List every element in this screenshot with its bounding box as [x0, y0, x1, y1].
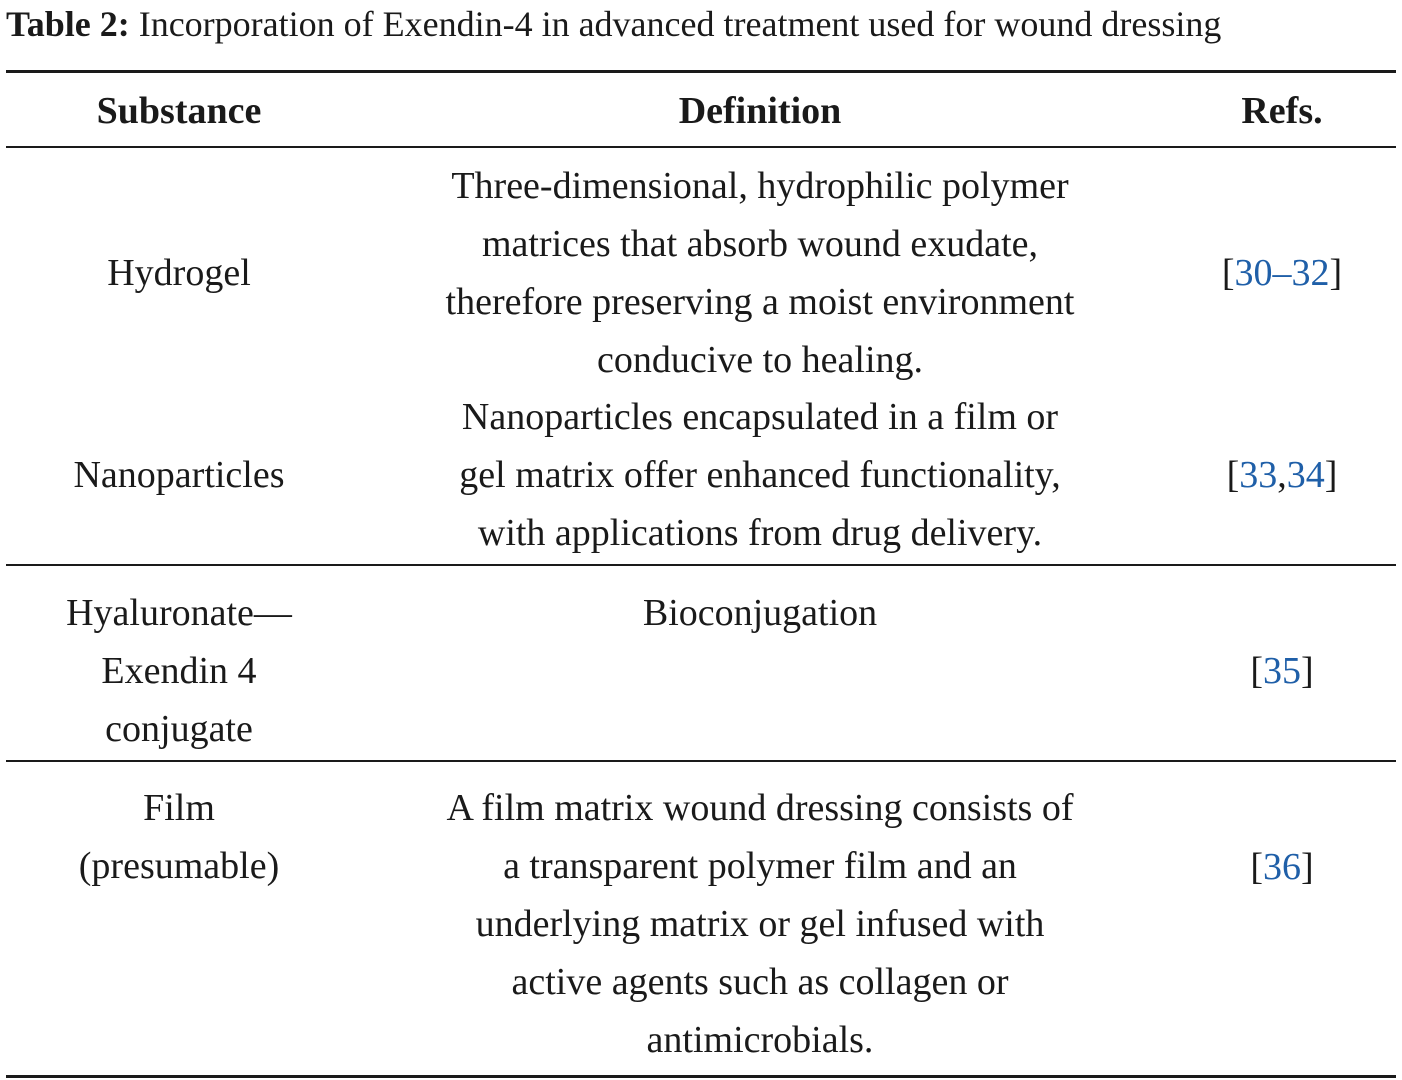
- table-row-nanoparticles-refs: [1168, 446, 1396, 504]
- caption-text: Incorporation of Exendin-4 in advanced treatment used for wound dressing: [129, 4, 1222, 44]
- ref-range-dash: –: [1272, 252, 1292, 294]
- ref-close-bracket: ]: [1329, 252, 1343, 294]
- definition-line: underlying matrix or gel infused with: [475, 903, 1045, 945]
- ref-open-bracket: [: [1250, 846, 1263, 888]
- table-row-film-definition: [352, 779, 1168, 1069]
- header-substance: Substance: [96, 90, 262, 132]
- substance-line: (presumable): [78, 845, 280, 887]
- ref-link-30[interactable]: 30: [1234, 252, 1273, 294]
- substance-line: Film: [143, 787, 215, 829]
- ref-open-bracket: [: [1221, 252, 1235, 294]
- substance-line: Hydrogel: [107, 252, 251, 294]
- caption-label: Table 2:: [6, 4, 130, 44]
- ref-close-bracket: ]: [1301, 650, 1314, 692]
- definition-line: Nanoparticles encapsulated in a film or: [461, 396, 1059, 438]
- ref-link-32[interactable]: 32: [1291, 252, 1330, 294]
- substance-line: Hyaluronate—: [66, 592, 292, 634]
- definition-line: Three-dimensional, hydrophilic polymer: [451, 165, 1069, 207]
- row-separator: [6, 760, 1396, 762]
- table-row-hyaluronate-definition: [352, 584, 1168, 642]
- table-row-nanoparticles-substance: [6, 446, 352, 504]
- definition-line: gel matrix offer enhanced functionality,: [459, 454, 1061, 496]
- ref-link-34[interactable]: 34: [1286, 454, 1325, 496]
- ref-open-bracket: [: [1226, 454, 1240, 496]
- ref-close-bracket: ]: [1324, 454, 1338, 496]
- table-row-film-refs: [1168, 838, 1396, 896]
- definition-line: a transparent polymer film and an: [503, 845, 1017, 887]
- ref-link-35[interactable]: 35: [1263, 650, 1301, 692]
- table-row-hydrogel-refs: [1168, 244, 1396, 302]
- definition-line: Bioconjugation: [642, 592, 878, 634]
- definition-line: matrices that absorb wound exudate,: [481, 223, 1039, 265]
- substance-line: Nanoparticles: [73, 454, 285, 496]
- table-row-hyaluronate-substance: [6, 584, 352, 758]
- table-row-film-substance: [6, 779, 352, 895]
- table-top-rule: [6, 70, 1396, 73]
- definition-line: active agents such as collagen or: [511, 961, 1009, 1003]
- ref-open-bracket: [: [1250, 650, 1263, 692]
- header-rule: [6, 146, 1396, 148]
- substance-line: conjugate: [105, 708, 253, 750]
- table-row-hydrogel-definition: [352, 157, 1168, 389]
- row-separator: [6, 564, 1396, 566]
- ref-link-33[interactable]: 33: [1239, 454, 1278, 496]
- definition-line: antimicrobials.: [646, 1019, 874, 1061]
- definition-line: conducive to healing.: [596, 339, 924, 381]
- table-row-hyaluronate-refs: [1168, 642, 1396, 700]
- definition-line: with applications from drug delivery.: [477, 512, 1043, 554]
- ref-close-bracket: ]: [1301, 846, 1314, 888]
- header-definition: Definition: [678, 90, 842, 132]
- substance-line: Exendin 4: [101, 650, 257, 692]
- definition-line: therefore preserving a moist environment: [445, 281, 1075, 323]
- ref-separator: ,: [1277, 454, 1287, 496]
- table-row-hydrogel-substance: [6, 244, 352, 302]
- table-caption: [6, 2, 1402, 46]
- table-bottom-rule: [6, 1075, 1396, 1078]
- definition-line: A film matrix wound dressing consists of: [446, 787, 1074, 829]
- table-row-nanoparticles-definition: [352, 388, 1168, 562]
- header-refs: Refs.: [1241, 90, 1323, 132]
- ref-link-36[interactable]: 36: [1263, 846, 1301, 888]
